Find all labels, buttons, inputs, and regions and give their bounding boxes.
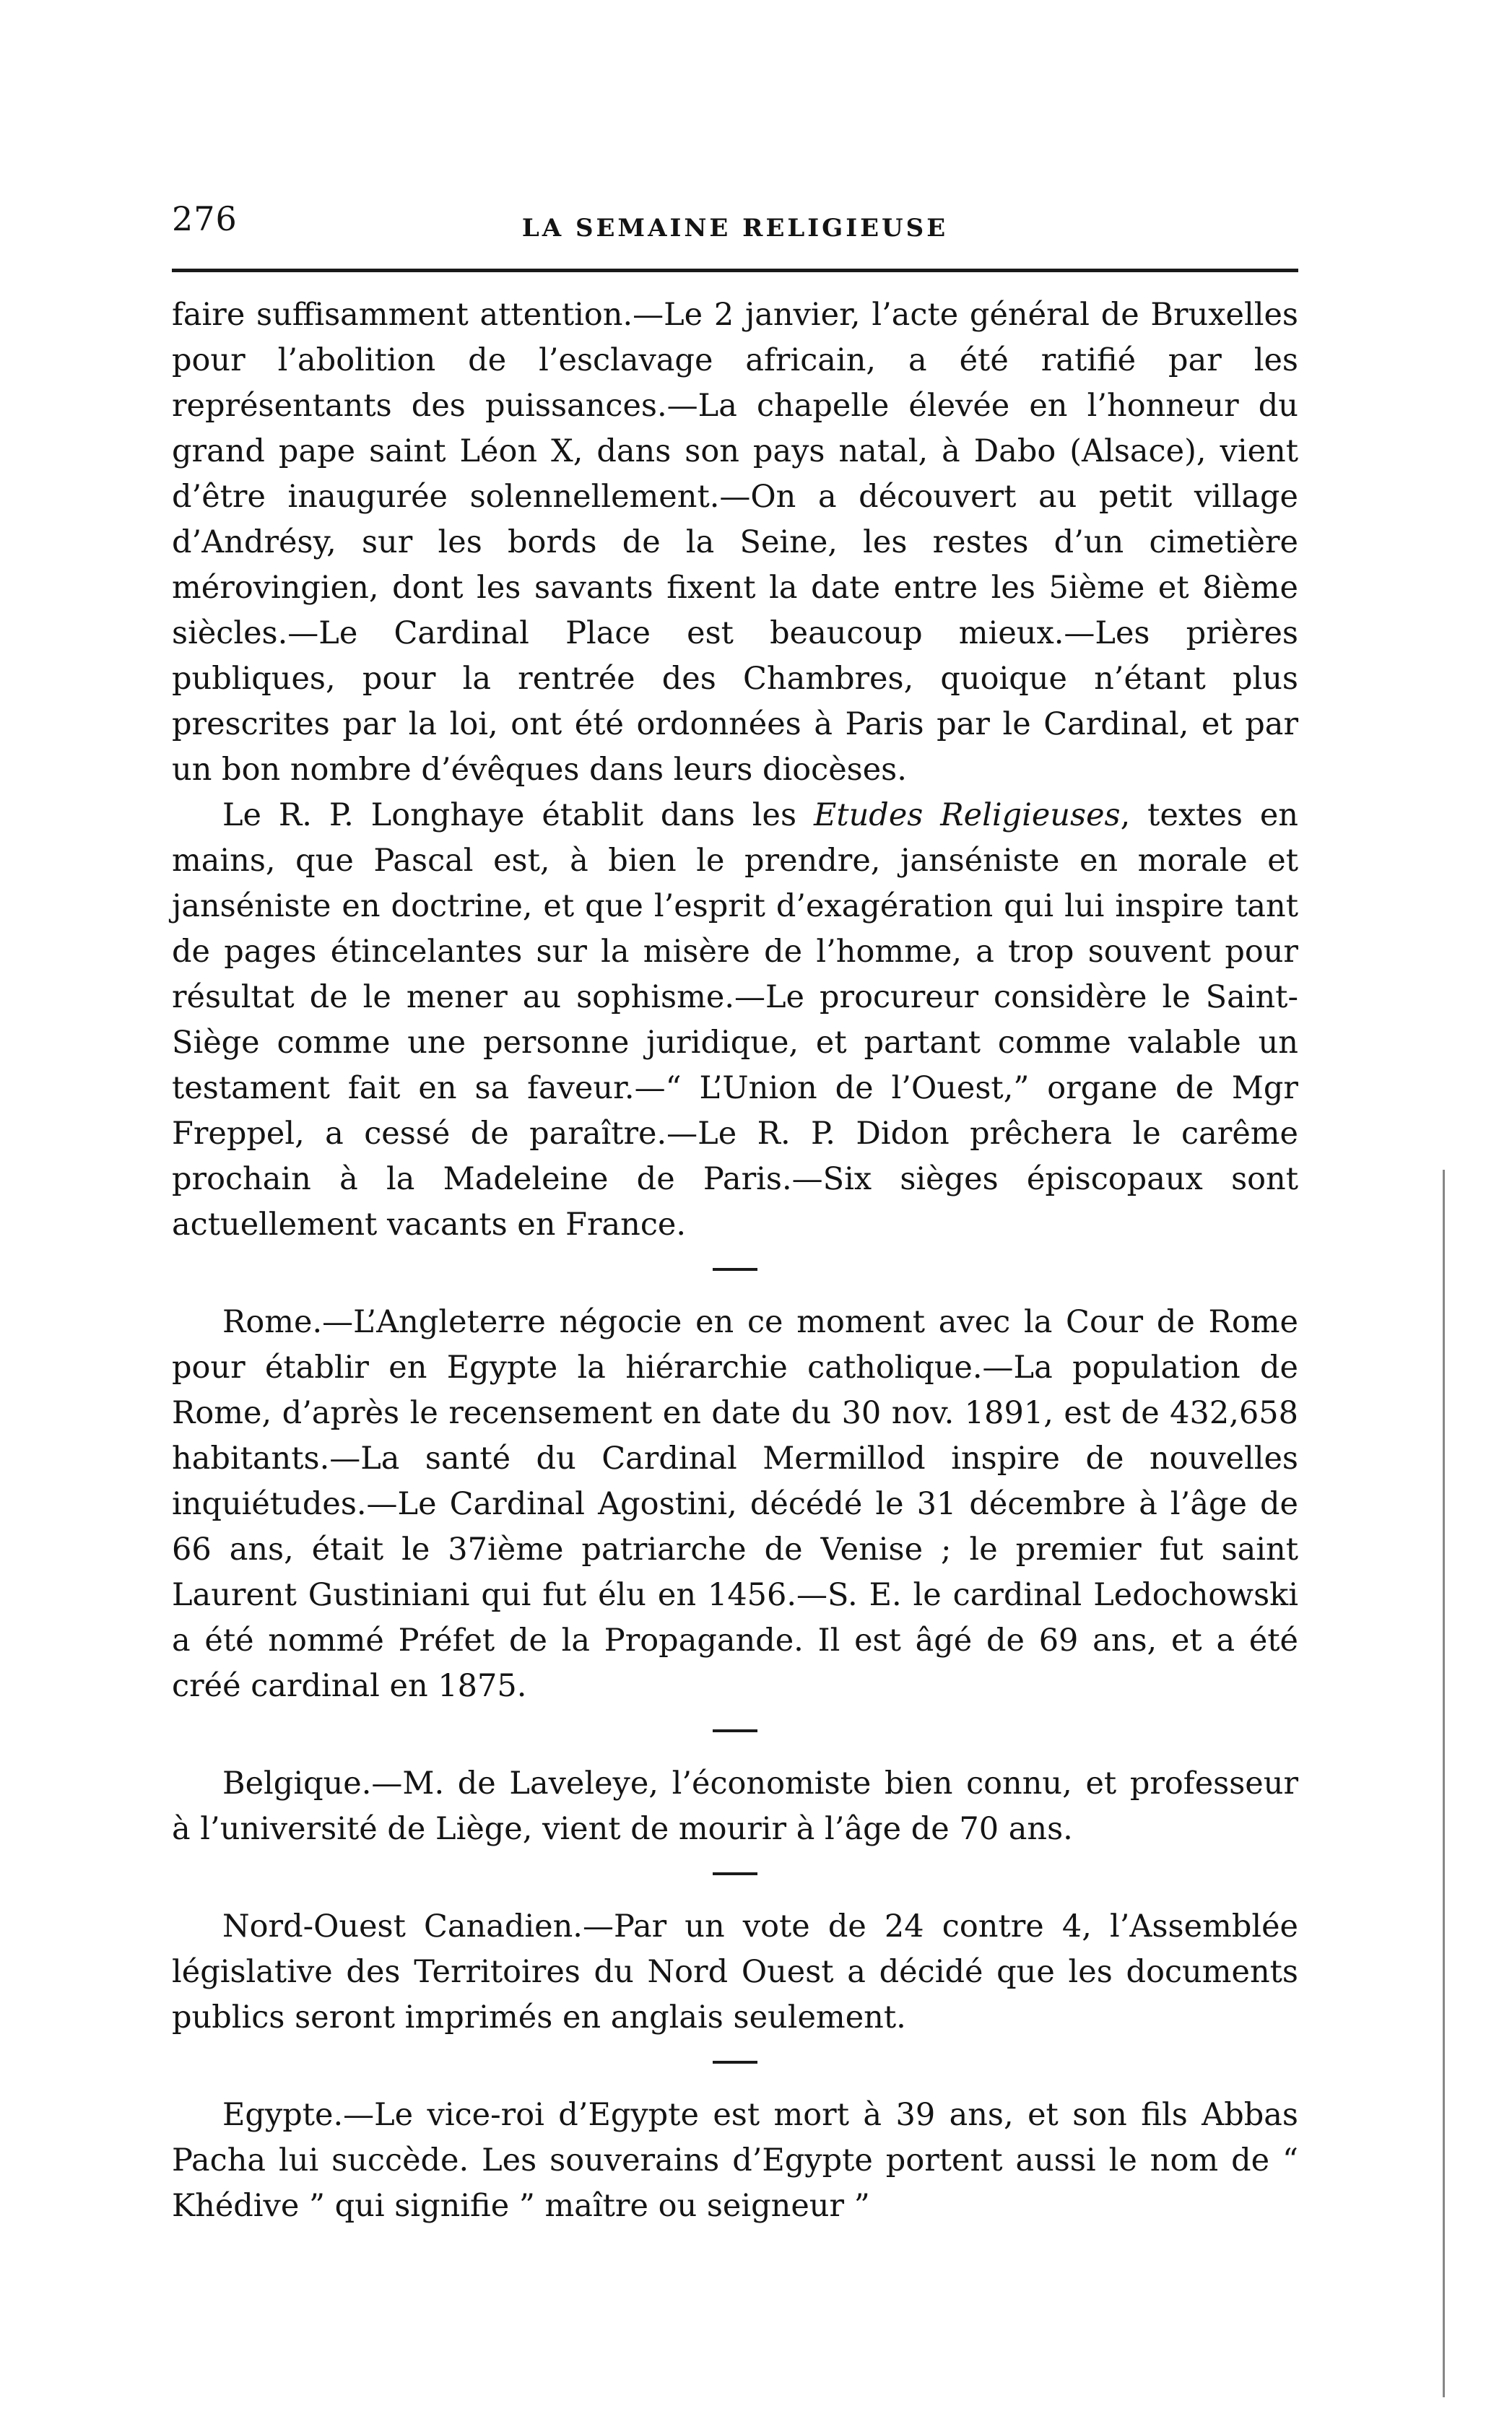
paragraph-text: faire suffisamment attention.—Le 2 janvier, l’acte général de Bruxelles pour l’abolition de l’esclavage africain, a été ratifié par les représentants des puissances.—La chapelle élevée en l’honneur du grand pape saint Léon X, dans son pays natal, à Dabo (Alsace), vient d’être inaugurée solennellement.—On a découvert au petit village d’Andrésy, sur les bords de la Seine, les restes d’un cimetière mérovingien, dont les savants fixent la date entre les 5ième et 8ième siècles.—Le Cardinal Place est beaucoup mieux.—Les prières publiques, pour la rentrée des Chambres, quoique n’étant plus prescrites par la loi, ont été ordonnées à Paris par le Cardinal, et par un bon nombre d’évêques dans leurs diocèses. [172, 297, 1298, 788]
section-separator [713, 1872, 757, 1875]
paragraph [172, 1761, 1298, 1852]
paragraph [172, 793, 1298, 1248]
header-rule [172, 269, 1298, 272]
paragraph [172, 292, 1298, 793]
page-number: 276 [172, 199, 238, 238]
italic-title: Etudes Religieuses [813, 797, 1121, 833]
page-header [172, 196, 1298, 254]
paragraph-text: Belgique.—M. de Laveleye, l’économiste bien connu, et professeur à l’université de Liège, vient de mourir à l’âge de 70 ans. [172, 1765, 1298, 1847]
section-separator [713, 1268, 757, 1271]
scan-edge-mark [1443, 1170, 1445, 2397]
paragraph [172, 1904, 1298, 2041]
paragraph-text: Nord-Ouest Canadien.—Par un vote de 24 contre 4, l’Assemblée législative des Territoires du Nord Ouest a décidé que les documents publics seront imprimés en anglais seulement. [172, 1908, 1298, 2036]
paragraph-text: Egypte.—Le vice-roi d’Egypte est mort à 39 ans, et son fils Abbas Pacha lui succède. Les souverains d’Egypte portent aussi le nom de “ Khédive ” qui signifie ” maître ou seigneur ” [172, 2097, 1298, 2224]
section-separator [713, 2061, 757, 2064]
paragraph-text: Le R. P. Longhaye établit dans les [222, 797, 814, 833]
paragraph [172, 1300, 1298, 1709]
paragraph-text: , textes en mains, que Pascal est, à bien le prendre, janséniste en morale et janséniste en doctrine, et que l’esprit d’exagération qui lui inspire tant de pages étincelantes sur la misère de l’homme, a trop souvent pour résultat de le mener au sophisme.—Le procureur considère le Saint-Siège comme une personne juridique, et partant comme valable un testament fait en sa faveur.—“ L’Union de l’Ouest,” organe de Mgr Freppel, a cessé de paraître.—Le R. P. Didon prêchera le carême prochain à la Madeleine de Paris.—Six sièges épiscopaux sont actuellement vacants en France. [172, 797, 1299, 1243]
paragraph [172, 2093, 1298, 2229]
paragraph-text: Rome.—L’Angleterre négocie en ce moment avec la Cour de Rome pour établir en Egypte la hiérarchie catholique.—La population de Rome, d’après le recensement en date du 30 nov. 1891, est de 432,658 habitants.—La santé du Cardinal Mermillod inspire de nouvelles inquiétudes.—Le Cardinal Agostini, décédé le 31 décembre à l’âge de 66 ans, était le 37ième patriarche de Venise ; le premier fut saint Laurent Gustiniani qui fut élu en 1456.—S. E. le cardinal Ledochowski a été nommé Préfet de la Propagande. Il est âgé de 69 ans, et a été créé cardinal en 1875. [172, 1304, 1298, 1704]
running-title: LA SEMAINE RELIGIEUSE [521, 214, 949, 243]
article-body [172, 292, 1298, 2229]
section-separator [713, 1729, 757, 1732]
